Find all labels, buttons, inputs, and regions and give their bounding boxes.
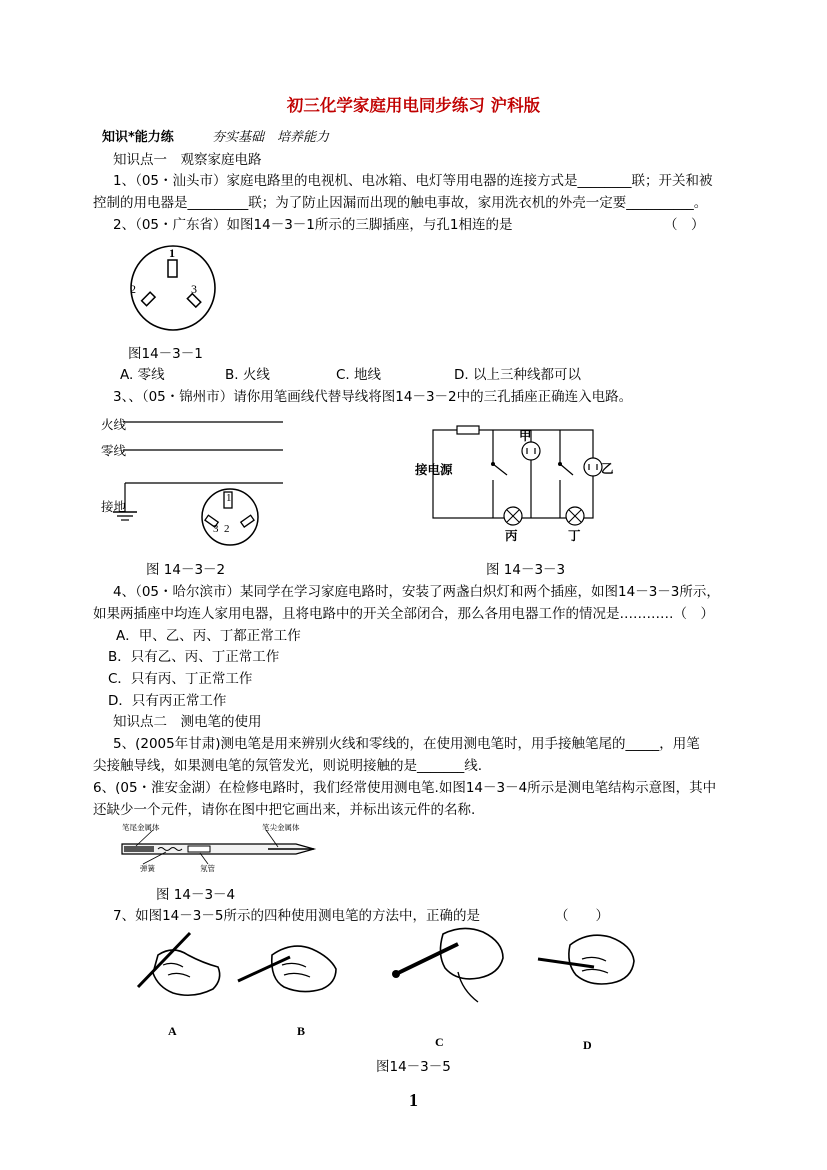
figure-3-caption: 图 14－3－3 bbox=[486, 562, 566, 578]
hand-figure-a bbox=[128, 925, 228, 1020]
question-1-line-2: 控制的用电器是_________联；为了防止因漏而出现的触电事故，家用洗衣机的外壳一定要__________。 bbox=[93, 195, 708, 211]
question-7-text: 7、如图14－3－5所示的四种使用测电笔的方法中，正确的是 bbox=[113, 908, 480, 924]
spring-label: 弹簧 bbox=[140, 864, 155, 873]
question-6-line-1: 6、(05・淮安金湖）在检修电路时，我们经常使用测电笔.如图14－3－4所示是测电笔结构示意图，其中 bbox=[93, 780, 717, 796]
figure-5-caption: 图14－3－5 bbox=[376, 1059, 451, 1075]
question-7-bracket: （ ） bbox=[555, 908, 609, 924]
option-b-label: B bbox=[297, 1024, 306, 1038]
socket-hole-2-label: 2 bbox=[130, 282, 136, 296]
question-4-option-d: D．只有丙正常工作 bbox=[108, 693, 227, 709]
socket-hole-3-label: 3 bbox=[191, 282, 197, 296]
question-2-option-d: D. 以上三种线都可以 bbox=[454, 367, 581, 383]
neutral-wire-label: 零线 bbox=[101, 443, 127, 458]
question-2-option-c: C. 地线 bbox=[336, 367, 382, 383]
lamp-bing-label: 丙 bbox=[505, 528, 518, 543]
ground-wire-label: 接地 bbox=[101, 499, 127, 514]
question-4-option-a: A．甲、乙、丙、丁都正常工作 bbox=[116, 628, 301, 644]
question-4-option-b: B．只有乙、丙、丁正常工作 bbox=[108, 649, 280, 665]
question-1-line-1: 1、（05・汕头市）家庭电路里的电视机、电冰箱、电灯等用电器的连接方式是________联；开关和被 bbox=[113, 173, 713, 189]
socket-2-hole-1-label: 1 bbox=[226, 492, 232, 504]
question-4-line-1: 4、（05・哈尔滨市）某同学在学习家庭电路时，安装了两盏白炽灯和两个插座，如图14－3－3所示， bbox=[113, 584, 720, 600]
knowledge-point-1: 知识点一 观察家庭电路 bbox=[113, 152, 262, 168]
question-5-line-2: 尖接触导线，如果测电笔的氖管发光，则说明接触的是_______线. bbox=[93, 758, 483, 774]
question-3-text: 3、、（05・锦州市）请你用笔画线代替导线将图14－3－2中的三孔插座正确连入电路。 bbox=[113, 389, 633, 405]
question-4-option-c: C．只有丙、丁正常工作 bbox=[108, 671, 253, 687]
option-a-label: A bbox=[168, 1024, 177, 1038]
lamp-jia-label: 甲 bbox=[519, 428, 532, 443]
option-c-label: C bbox=[435, 1035, 444, 1049]
socket-2-hole-3-label: 3 bbox=[213, 523, 219, 535]
question-2-bracket: （ ） bbox=[664, 217, 705, 233]
page-title: 初三化学家庭用电同步练习 沪科版 bbox=[286, 96, 541, 115]
option-d-label: D bbox=[583, 1038, 592, 1052]
section-motto: 夯实基础 培养能力 bbox=[212, 130, 330, 145]
hand-figure-d bbox=[532, 925, 642, 1010]
power-source-label: 接电源 bbox=[415, 462, 453, 477]
figure-4-caption: 图 14－3－4 bbox=[156, 887, 236, 903]
section-label: 知识*能力练 bbox=[102, 130, 174, 145]
question-2-option-b: B. 火线 bbox=[225, 367, 270, 383]
socket-2-hole-2-label: 2 bbox=[224, 523, 230, 535]
figure-2-caption: 图 14－3－2 bbox=[146, 562, 226, 578]
pen-tip-metal-label: 笔尖金属体 bbox=[262, 823, 300, 832]
lamp-ding-label: 丁 bbox=[568, 528, 581, 543]
live-wire-label: 火线 bbox=[101, 417, 127, 432]
hand-figure-b bbox=[232, 935, 342, 1020]
question-4-line-2: 如果两插座中均连人家用电器，且将电路中的开关全部闭合，那么各用电器工作的情况是…………（ ） bbox=[93, 606, 714, 622]
question-5-line-1: 5、(2005年甘肃)测电笔是用来辨别火线和零线的，在使用测电笔时，用手接触笔尾的_____，用笔 bbox=[113, 736, 700, 752]
question-6-line-2: 还缺少一个元件，请你在图中把它画出来，并标出该元件的名称. bbox=[93, 802, 476, 818]
socket-yi-label: 乙 bbox=[601, 461, 614, 476]
neon-tube-label: 氖管 bbox=[200, 864, 215, 873]
knowledge-point-2: 知识点二 测电笔的使用 bbox=[113, 714, 262, 730]
question-2-text: 2、（05・广东省）如图14－3－1所示的三脚插座，与孔1相连的是 bbox=[113, 217, 513, 233]
question-2-option-a: A. 零线 bbox=[120, 367, 165, 383]
hand-figure-c bbox=[388, 922, 518, 1012]
socket-hole-1-label: 1 bbox=[169, 246, 175, 260]
pen-tail-metal-label: 笔尾金属体 bbox=[122, 823, 160, 832]
page-number: 1 bbox=[409, 1090, 418, 1110]
figure-1-caption: 图14－3－1 bbox=[128, 346, 203, 362]
